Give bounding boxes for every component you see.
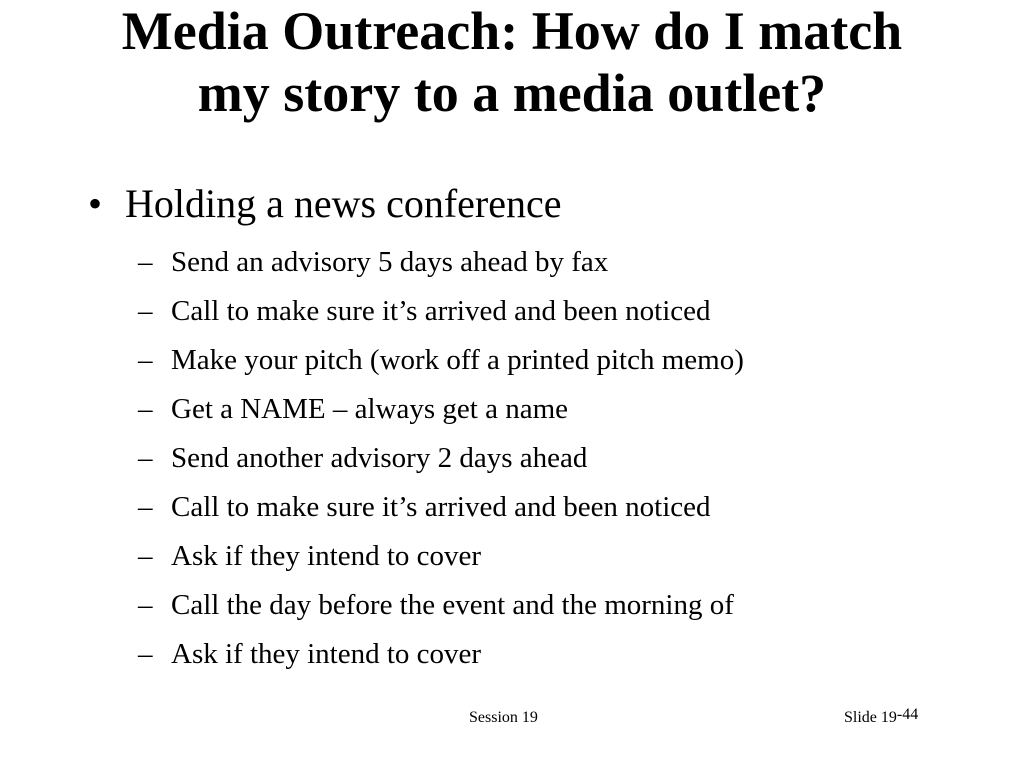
dash-marker: – bbox=[138, 393, 153, 425]
bullet-marker: • bbox=[88, 181, 103, 226]
main-bullet-text: Holding a news conference bbox=[125, 181, 562, 226]
sub-bullet-item bbox=[138, 630, 744, 679]
sub-bullet-item bbox=[138, 581, 744, 630]
sub-bullet-item bbox=[138, 483, 744, 532]
sub-bullet-list bbox=[138, 238, 744, 679]
dash-marker: – bbox=[138, 295, 153, 327]
slide-number-suffix: -44 bbox=[896, 706, 919, 723]
sub-bullet-item bbox=[138, 434, 744, 483]
sub-bullet-text: Call to make sure it’s arrived and been noticed bbox=[171, 491, 711, 523]
slide-label: Slide 19 bbox=[844, 709, 897, 726]
sub-bullet-item bbox=[138, 287, 744, 336]
sub-bullet-item bbox=[138, 238, 744, 287]
slide-title-line-2: my story to a media outlet? bbox=[197, 63, 827, 123]
sub-bullet-text: Ask if they intend to cover bbox=[171, 540, 482, 572]
sub-bullet-text: Send an advisory 5 days ahead by fax bbox=[171, 246, 609, 278]
sub-bullet-text: Ask if they intend to cover bbox=[171, 638, 482, 670]
dash-marker: – bbox=[138, 442, 153, 474]
sub-bullet-item bbox=[138, 336, 744, 385]
dash-marker: – bbox=[138, 246, 153, 278]
sub-bullet-text: Call the day before the event and the morning of bbox=[171, 589, 734, 621]
main-bullet bbox=[88, 180, 561, 228]
sub-bullet-text: Call to make sure it’s arrived and been noticed bbox=[171, 295, 711, 327]
footer-slide-number bbox=[844, 708, 918, 728]
sub-bullet-item bbox=[138, 532, 744, 581]
sub-bullet-text: Get a NAME – always get a name bbox=[171, 393, 569, 425]
dash-marker: – bbox=[138, 491, 153, 523]
sub-bullet-item bbox=[138, 385, 744, 434]
sub-bullet-text: Send another advisory 2 days ahead bbox=[171, 442, 588, 474]
dash-marker: – bbox=[138, 540, 153, 572]
footer-session-label: Session 19 bbox=[469, 709, 538, 726]
slide-title-line-1: Media Outreach: How do I match bbox=[121, 1, 903, 61]
dash-marker: – bbox=[138, 638, 153, 670]
dash-marker: – bbox=[138, 589, 153, 621]
dash-marker: – bbox=[138, 344, 153, 376]
slide-title bbox=[0, 0, 1024, 124]
sub-bullet-text: Make your pitch (work off a printed pitch memo) bbox=[171, 344, 744, 376]
